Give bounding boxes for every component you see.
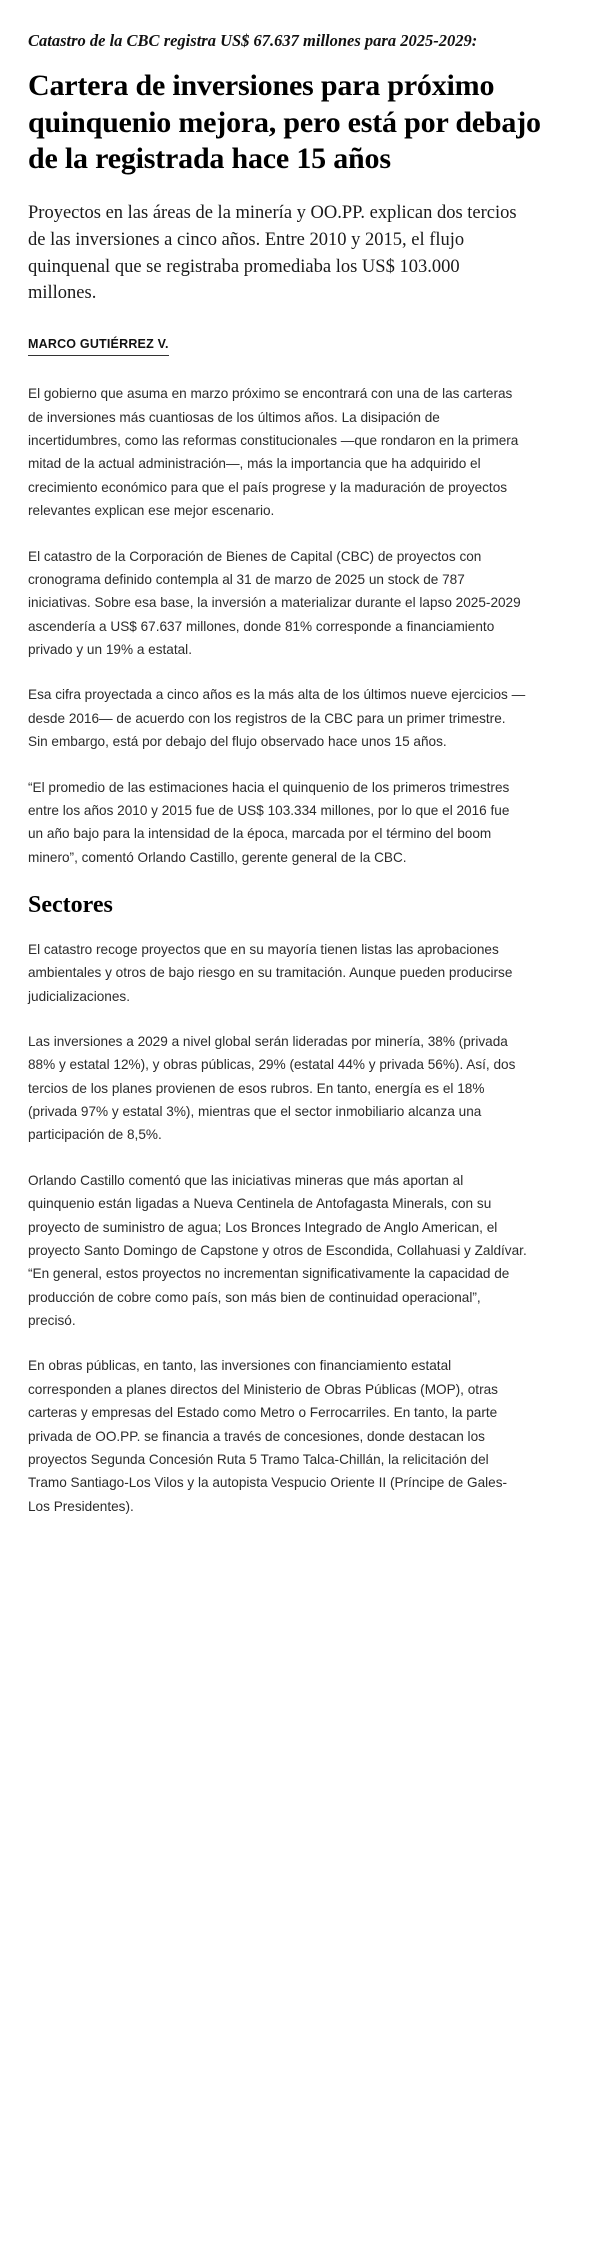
article-paragraph: Las inversiones a 2029 a nivel global serán lideradas por minería, 38% (privada 88% y estatal 12%), y obras públicas, 29% (estatal 44% y privada 56%). Así, dos tercios de los planes provienen de esos rubros. En tanto, energía es el 18% (privada 97% y estatal 3%), mientras que el sector inmobiliario alcanza una participación de 8,5%. [28,1033,516,1143]
article-paragraph: Esa cifra proyectada a cinco años es la más alta de los últimos nueve ejercicios —desde 2016— de acuerdo con los registros de la CBC para un primer trimestre. Sin embargo, está por debajo del flujo observado hace unos 15 años. [28,687,526,750]
article-paragraph: “El promedio de las estimaciones hacia el quinquenio de los primeros trimestres entre los años 2010 y 2015 fue de US$ 103.334 millones, por lo que el 2016 fue un año bajo para la intensidad de la época, marcada por el término del boom minero”, comentó Orlando Castillo, gerente general de la CBC. [28,779,510,865]
article-kicker: Catastro de la CBC registra US$ 67.637 millones para 2025-2029: [28,31,478,50]
article-paragraph: El gobierno que asuma en marzo próximo se encontrará con una de las carteras de inversiones más cuantiosas de los últimos años. La disipación de incertidumbres, como las reformas constitucionales —que rondaron en la primera mitad de la actual administración—, más la importancia que ha adquirido el crecimiento económico para que el país progrese y la maduración de proyectos relevantes explican ese mejor escenario. [28,386,519,519]
article-lead: Proyectos en las áreas de la minería y OO.PP. explican dos tercios de las inversiones a cinco años. Entre 2010 y 2015, el flujo quinquenal que se registraba promediaba los US$ 103.000 millones. [28,203,517,304]
article-paragraph: En obras públicas, en tanto, las inversiones con financiamiento estatal corresponden a planes directos del Ministerio de Obras Públicas (MOP), otras carteras y empresas del Estado como Metro o Ferrocarriles. En tanto, la parte privada de OO.PP. se financia a través de concesiones, donde destacan los proyectos Segunda Concesión Ruta 5 Tramo Talca-Chillán, la relicitación del Tramo Santiago-Los Vilos y la autopista Vespucio Oriente II (Príncipe de Gales-Los Presidentes). [28,1358,508,1514]
article-paragraph: El catastro de la Corporación de Bienes de Capital (CBC) de proyectos con cronograma definido contempla al 31 de marzo de 2025 un stock de 787 iniciativas. Sobre esa base, la inversión a materializar durante el lapso 2025-2029 ascendería a US$ 67.637 millones, donde 81% corresponde a financiamiento privado y un 19% a estatal. [28,548,521,658]
article-paragraph: El catastro recoge proyectos que en su mayoría tienen listas las aprobaciones ambientales y otros de bajo riesgo en su tramitación. Aunque pueden producirse judicializaciones. [28,941,513,1004]
article-byline: MARCO GUTIÉRREZ V. [28,337,169,356]
section-heading-sectores: Sectores [28,892,113,919]
article-paragraph: Orlando Castillo comentó que las iniciativas mineras que más aportan al quinquenio están ligadas a Nueva Centinela de Antofagasta Minerals, con su proyecto de suministro de agua; Los Bronces Integrado de Anglo American, el proyecto Santo Domingo de Capstone y otros de Escondida, Collahuasi y Zaldívar. “En general, estos proyectos no incrementan significativamente la capacidad de producción de cobre como país, son más bien de continuidad operacional”, precisó. [28,1172,527,1329]
page-title: Cartera de inversiones para próximo quinquenio mejora, pero está por debajo de la registrada hace 15 años [28,69,541,176]
